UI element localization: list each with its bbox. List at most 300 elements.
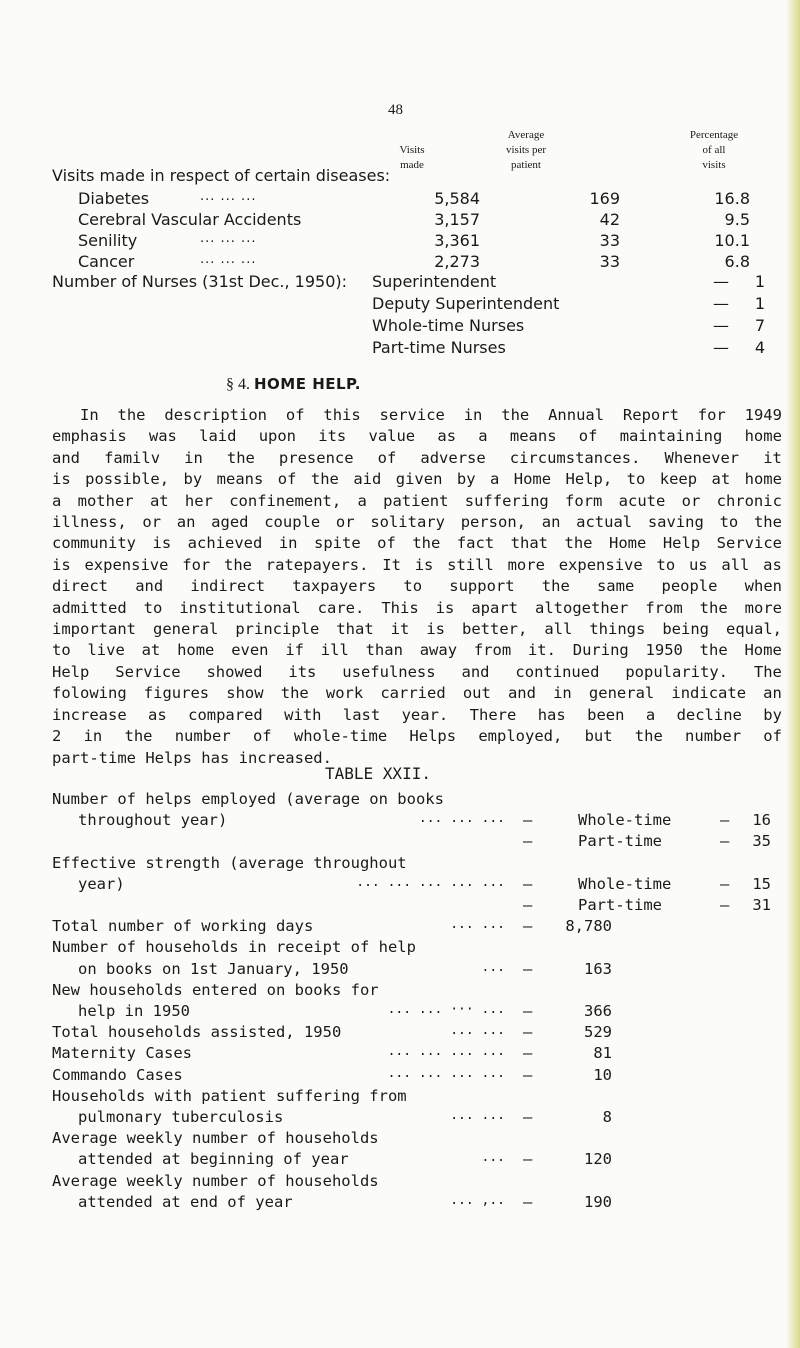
paragraph-word: but <box>584 727 613 746</box>
paragraph-word: 1949 <box>744 406 782 424</box>
table-row-label-cont: pulmonary tuberculosis <box>78 1108 284 1126</box>
paragraph-word: last <box>342 705 381 724</box>
table-row-label-cont: help in 1950 <box>78 1002 190 1020</box>
paragraph-word: to <box>143 598 163 617</box>
paragraph-word: or <box>142 513 162 532</box>
table-row-label: Total households assisted, 1950 <box>52 1023 342 1042</box>
paragraph-word: compared <box>188 705 263 724</box>
paragraph-word: and <box>507 684 536 703</box>
paragraph-word: or <box>335 513 355 532</box>
paragraph-word: of <box>763 727 782 746</box>
paragraph-word: as <box>437 427 457 446</box>
paragraph-word: by <box>456 470 476 489</box>
col-header-pct-line3: visits <box>702 159 726 171</box>
paragraph-word: of <box>377 534 396 553</box>
paragraph-word: the <box>753 513 782 532</box>
paragraph-word: at <box>141 641 161 660</box>
paragraph-word: is <box>414 555 434 574</box>
paragraph-word: support <box>449 577 515 596</box>
row-dash: — <box>523 1150 533 1169</box>
row-dash-2: — <box>720 832 730 851</box>
paragraph-word: popularity. <box>625 662 728 681</box>
paragraph-word: people <box>661 577 718 596</box>
paragraph-word: in <box>278 534 298 553</box>
paragraph-word: possible, <box>85 470 170 489</box>
paragraph-line <box>52 426 782 447</box>
row-dash: — <box>523 874 533 893</box>
nurse-role: Deputy Superintendent <box>372 294 560 313</box>
paragraph-word: direct <box>52 577 108 596</box>
paragraph-word: the <box>117 406 146 424</box>
paragraph-word: to <box>626 470 646 489</box>
paragraph-word: all <box>721 555 750 574</box>
paragraph-word: acute <box>618 491 666 510</box>
table-row-label: Households with patient suffering from <box>52 1086 407 1105</box>
table-row-label-cont: throughout year) <box>78 811 228 830</box>
paragraph-word: illness, <box>52 513 127 532</box>
paragraph-word: ill <box>320 641 349 660</box>
leader-dots: ... ... <box>450 1023 505 1039</box>
nurse-dash: — <box>713 338 729 357</box>
paragraph-word: home <box>177 641 215 660</box>
paragraph-word: Help <box>662 534 701 553</box>
paragraph-word: more <box>744 598 782 617</box>
paragraph-word: with <box>284 705 322 724</box>
table-row-label: Commando Cases <box>52 1065 183 1084</box>
paragraph-word: if <box>285 641 304 660</box>
table-row-label: Total number of working days <box>52 917 314 936</box>
paragraph-word: things <box>589 620 646 639</box>
paragraph-word: keep <box>659 470 698 489</box>
paragraph-word: better, <box>462 620 528 639</box>
paragraph-line <box>52 640 782 661</box>
paragraph-word: laid <box>199 427 237 446</box>
paragraph-word: of <box>377 448 397 467</box>
paragraph-word: principle <box>235 620 320 639</box>
paragraph-word: even <box>231 641 269 660</box>
paragraph-word: the <box>280 684 309 703</box>
paragraph-word: as <box>763 555 782 574</box>
paragraph-word: for <box>697 406 726 424</box>
paragraph-word: same <box>596 577 635 596</box>
paragraph-word: home <box>744 470 782 489</box>
paragraph-word: her <box>184 491 213 510</box>
paragraph-word: means <box>509 427 557 446</box>
paragraph-word: us <box>688 555 708 574</box>
paragraph-word: 2 <box>52 727 62 746</box>
leader-dots: ... <box>481 959 505 975</box>
col-header-visits-line2: made <box>400 159 424 171</box>
paragraph-word: couple <box>264 513 321 532</box>
paragraph-word: Home <box>513 470 552 489</box>
paragraph-word: the <box>224 555 253 574</box>
nurse-role: Whole-time Nurses <box>372 316 525 335</box>
paragraph-word: important <box>52 620 136 639</box>
nurse-role: Part-time Nurses <box>372 338 506 357</box>
paragraph-word: familv <box>104 448 161 467</box>
paragraph-word: a <box>489 470 500 489</box>
col-header-visits-line1: Visits <box>399 144 425 156</box>
paragraph-word: to <box>719 513 739 532</box>
paragraph-word: is <box>52 555 71 574</box>
paragraph-word: by <box>763 705 782 724</box>
paragraph-word: folowing <box>52 684 127 703</box>
table-value-number: 15 <box>752 874 771 893</box>
table-row-label: Number of helps employed (average on books <box>52 790 444 808</box>
paragraph-word: out <box>462 684 491 703</box>
paragraph-word: spite <box>314 534 361 553</box>
paragraph-word: taxpayers <box>292 577 377 596</box>
section-title: HOME HELP. <box>254 375 361 393</box>
paragraph-word: In <box>80 406 99 424</box>
paragraph-word: It <box>382 555 401 574</box>
table-value-type: Whole-time <box>578 874 672 893</box>
col-header-avg <box>471 128 581 173</box>
leader-dots: ... ... <box>450 1108 505 1123</box>
leader-dots: ... ... ... <box>200 252 257 267</box>
paragraph-word: This <box>381 598 419 617</box>
paragraph-word: Service <box>115 662 181 681</box>
pct-value: 10.1 <box>714 231 750 250</box>
row-dash: — <box>523 1192 533 1211</box>
paragraph-line <box>52 469 782 490</box>
paragraph-word: decline <box>676 705 742 724</box>
paragraph-word: to <box>403 577 423 596</box>
paragraph-word: figures <box>143 684 210 703</box>
paragraph-word: care. <box>317 598 365 617</box>
paragraph-word: an <box>176 513 196 532</box>
paragraph-word: Home <box>744 641 782 660</box>
col-header-avg-line2: visits per <box>505 144 547 156</box>
body-paragraph <box>52 405 782 769</box>
paragraph-word: fact <box>456 534 495 553</box>
paragraph-word: from <box>473 641 512 660</box>
paragraph-word: an <box>763 684 782 703</box>
table-value-number: 31 <box>752 896 771 914</box>
paragraph-word: presence <box>278 448 354 467</box>
paragraph-word: patient <box>383 491 449 510</box>
paragraph-word: been <box>587 705 625 724</box>
paragraph-word: saving <box>647 513 704 532</box>
paragraph-word: Helps <box>409 727 457 746</box>
table-row-label: Average weekly number of households <box>52 1129 379 1148</box>
row-dash: — <box>523 1002 533 1020</box>
section-heading <box>226 375 361 394</box>
avg-value: 33 <box>599 231 620 250</box>
table-value-number: 163 <box>584 959 612 978</box>
paragraph-line <box>52 512 782 533</box>
col-header-avg-line1: Average <box>507 129 545 141</box>
paragraph-line <box>52 619 782 640</box>
paragraph-word: in <box>463 406 483 424</box>
paragraph-word: this <box>323 406 361 424</box>
paragraph-word: community <box>52 534 136 553</box>
paragraph-word: indicate <box>671 684 747 703</box>
paragraph-word: than <box>365 641 403 660</box>
paragraph-word: year. <box>401 705 449 724</box>
table-value-number: 366 <box>584 1002 612 1020</box>
paragraph-word: a <box>357 491 367 510</box>
nurse-count: 1 <box>754 294 765 313</box>
paragraph-word: still <box>447 555 494 574</box>
table-row-label-cont: on books on 1st January, 1950 <box>78 959 349 978</box>
nurse-dash: — <box>713 272 729 291</box>
paragraph-word: a <box>645 705 656 724</box>
paragraph-word: aged <box>211 513 249 532</box>
paragraph-word: value <box>368 427 416 446</box>
paragraph-word: institutional <box>179 598 301 617</box>
paragraph-word: more <box>507 555 545 574</box>
paragraph-word: its <box>318 427 347 446</box>
table-row-label-cont: year) <box>78 874 125 893</box>
row-dash: — <box>523 1044 533 1063</box>
avg-value: 33 <box>599 252 620 271</box>
paragraph-word: it <box>390 620 410 639</box>
disease-label: Diabetes <box>78 189 150 208</box>
paragraph-word: was <box>148 427 177 446</box>
paragraph-word: adverse <box>420 448 486 467</box>
paragraph-line: part-time Helps has increased. <box>52 748 332 767</box>
paragraph-word: service <box>379 406 445 424</box>
pct-value: 16.8 <box>714 189 750 208</box>
paragraph-word: description <box>164 406 268 424</box>
paragraph-line <box>52 683 782 704</box>
table-value-number: 529 <box>584 1023 612 1042</box>
paragraph-word: the <box>541 577 570 596</box>
leader-dots: ... ... ... <box>418 811 505 827</box>
leader-dots: ... ,.. <box>450 1192 505 1208</box>
paragraph-word: is <box>426 620 445 639</box>
paragraph-word: to <box>656 555 676 574</box>
pct-value: 6.8 <box>724 252 750 271</box>
table-value-number: 35 <box>752 832 771 851</box>
paragraph-word: There <box>469 705 517 724</box>
nurse-role: Superintendent <box>372 272 497 291</box>
visits-value: 2,273 <box>434 252 480 271</box>
paragraph-word: Service <box>716 534 782 553</box>
table-row-label: Number of households in receipt of help <box>52 938 416 957</box>
table-value-number: 8,780 <box>565 917 612 936</box>
paragraph-word: is <box>435 598 455 617</box>
leader-dots: ... ... ... ... ... <box>356 874 505 890</box>
paragraph-word: a <box>52 491 62 510</box>
leader-dots: ... ... ··· ... <box>387 1002 505 1017</box>
table-value-type: Part-time <box>578 832 662 851</box>
table-row-label-cont: attended at beginning of year <box>78 1150 349 1169</box>
paragraph-word: of <box>285 406 305 424</box>
paragraph-word: and <box>135 577 164 596</box>
paragraph-word: in <box>553 684 572 703</box>
paragraph-word: a <box>478 427 488 446</box>
paragraph-word: carried <box>380 684 446 703</box>
paragraph-line <box>52 576 782 597</box>
pct-value: 9.5 <box>724 210 750 229</box>
paragraph-word: is <box>152 534 172 553</box>
paragraph-word: maintaining <box>619 427 723 446</box>
paragraph-word: increase <box>52 705 127 724</box>
paragraph-word: employed, <box>478 727 563 746</box>
paragraph-word: suffering <box>464 491 549 510</box>
visits-value: 5,584 <box>434 189 480 208</box>
paragraph-word: has <box>537 705 566 724</box>
paragraph-word: Home <box>609 534 647 553</box>
paragraph-word: means <box>216 470 264 489</box>
visits-table-title: Visits made in respect of certain diseases: <box>52 166 391 185</box>
paragraph-word: mother <box>77 491 134 510</box>
paragraph-word: whole-time <box>293 727 388 746</box>
row-dash: — <box>523 1023 533 1042</box>
paragraph-word: circumstances. <box>509 448 641 467</box>
avg-value: 42 <box>599 210 620 229</box>
paragraph-word: Help, <box>565 470 613 489</box>
paragraph-word: that <box>336 620 374 639</box>
paragraph-word: 1950 <box>645 641 683 660</box>
visits-value: 3,157 <box>434 210 480 229</box>
paragraph-word: that <box>510 534 548 553</box>
table-value-number: 8 <box>602 1108 612 1126</box>
table-row-label: New households entered on books for <box>52 980 379 999</box>
disease-label: Cancer <box>78 252 135 271</box>
paragraph-line <box>52 555 782 576</box>
leader-dots: ... ... ... ... <box>387 1044 505 1060</box>
paragraph-word: and <box>52 448 80 467</box>
paragraph-word: expensive <box>558 555 643 574</box>
nurse-count: 4 <box>754 338 765 357</box>
paragraph-word: the <box>564 534 593 553</box>
paragraph-line <box>52 405 782 426</box>
paragraph-line <box>52 533 782 554</box>
paragraph-word: away <box>419 641 458 660</box>
section-number: § 4. <box>226 376 250 393</box>
paragraph-word: number <box>174 727 231 746</box>
table-value-number: 190 <box>584 1192 612 1211</box>
paragraph-word: The <box>753 662 782 681</box>
paragraph-word: ratepayers. <box>265 555 369 574</box>
visits-value: 3,361 <box>434 231 480 250</box>
paragraph-line <box>52 726 782 747</box>
paragraph-word: by <box>183 470 203 489</box>
col-header-pct <box>659 128 769 173</box>
paragraph-word: number <box>685 727 742 746</box>
paragraph-word: form <box>565 491 603 510</box>
paragraph-word: in <box>83 727 103 746</box>
row-dash: — <box>523 917 533 936</box>
paragraph-word: is <box>52 470 71 489</box>
paragraph-word: it <box>763 448 782 467</box>
paragraph-word: the <box>634 727 663 746</box>
paragraph-word: expensive <box>84 555 169 574</box>
paragraph-word: person, <box>460 513 527 532</box>
paragraph-word: During <box>572 641 629 660</box>
paragraph-word: showed <box>206 662 263 681</box>
paragraph-word: chronic <box>716 491 782 510</box>
paragraph-word: and <box>461 662 490 681</box>
paragraph-word: general <box>153 620 219 639</box>
paragraph-word: the <box>124 727 153 746</box>
table-row-label: Maternity Cases <box>52 1044 192 1063</box>
paragraph-line <box>52 448 782 469</box>
paragraph-word: altogether <box>535 598 629 617</box>
leader-dots: ... ... ... <box>200 231 257 246</box>
paragraph-word: upon <box>258 427 297 446</box>
leader-dots: ... ... <box>450 917 505 933</box>
paragraph-word: as <box>148 705 167 724</box>
paragraph-word: for <box>182 555 211 574</box>
table-title-text: TABLE XXII. <box>325 764 431 783</box>
table-value-number: 120 <box>584 1150 612 1169</box>
paragraph-word: to <box>52 641 71 660</box>
table-value-number: 10 <box>593 1065 612 1084</box>
paragraph-line <box>52 598 782 619</box>
row-dash: — <box>523 1065 533 1084</box>
paragraph-word: the <box>226 448 255 467</box>
paragraph-line <box>52 662 782 683</box>
leader-dots: ... ... ... <box>200 189 257 204</box>
paragraph-word: the <box>699 598 728 617</box>
paragraph-word: solitary <box>370 513 445 532</box>
paragraph-word: when <box>744 577 782 596</box>
table-value-number: 16 <box>752 811 771 830</box>
paragraph-word: of <box>252 727 272 746</box>
avg-value: 169 <box>589 189 620 208</box>
paragraph-word: admitted <box>52 598 127 617</box>
paragraph-word: Annual <box>548 406 605 424</box>
page-edge-shadow <box>786 0 800 1348</box>
paragraph-word: of <box>578 427 598 446</box>
row-dash: — <box>523 896 533 914</box>
paragraph-word: from <box>645 598 683 617</box>
col-header-avg-line3: patient <box>511 159 541 171</box>
paragraph-line <box>52 705 782 726</box>
paragraph-word: the <box>501 406 530 424</box>
paragraph-word: of <box>277 470 297 489</box>
paragraph-word: all <box>544 620 573 639</box>
paragraph-word: emphasis <box>52 427 127 446</box>
paragraph-word: it. <box>527 641 556 660</box>
paragraph-word: continued <box>515 662 600 681</box>
page-number: 48 <box>388 102 403 118</box>
nurse-count: 7 <box>754 316 765 335</box>
disease-label: Senility <box>78 231 138 250</box>
paragraph-word: work <box>325 684 364 703</box>
nurses-label: Number of Nurses (31st Dec., 1950): <box>52 272 348 291</box>
paragraph-word: apart <box>471 598 518 617</box>
paragraph-line <box>52 491 782 512</box>
paragraph-word: or <box>681 491 701 510</box>
table-value-number: 81 <box>593 1044 612 1063</box>
paragraph-word: the <box>412 534 441 553</box>
paragraph-word: an <box>541 513 561 532</box>
table-value-type: Part-time <box>578 896 662 914</box>
paragraph-word: the <box>699 641 728 660</box>
paragraph-word: given <box>395 470 443 489</box>
row-dash: — <box>523 1108 533 1126</box>
paragraph-word: the <box>310 470 339 489</box>
col-header-pct-line2: of all <box>702 144 726 156</box>
row-dash: — <box>523 832 533 851</box>
row-dash-2: — <box>720 896 730 914</box>
paragraph-word: at <box>711 470 731 489</box>
paragraph-word: Help <box>52 662 90 681</box>
table-row-label: Effective strength (average throughout <box>52 853 407 872</box>
table-value-type: Whole-time <box>578 811 672 830</box>
paragraph-word: equal, <box>726 620 782 639</box>
paragraph-word: its <box>288 662 317 681</box>
nurse-count: 1 <box>754 272 765 291</box>
col-header-pct-line1: Percentage <box>689 129 739 141</box>
leader-dots: ... ... ... ... <box>387 1065 505 1081</box>
paragraph-word: achieved <box>187 534 263 553</box>
